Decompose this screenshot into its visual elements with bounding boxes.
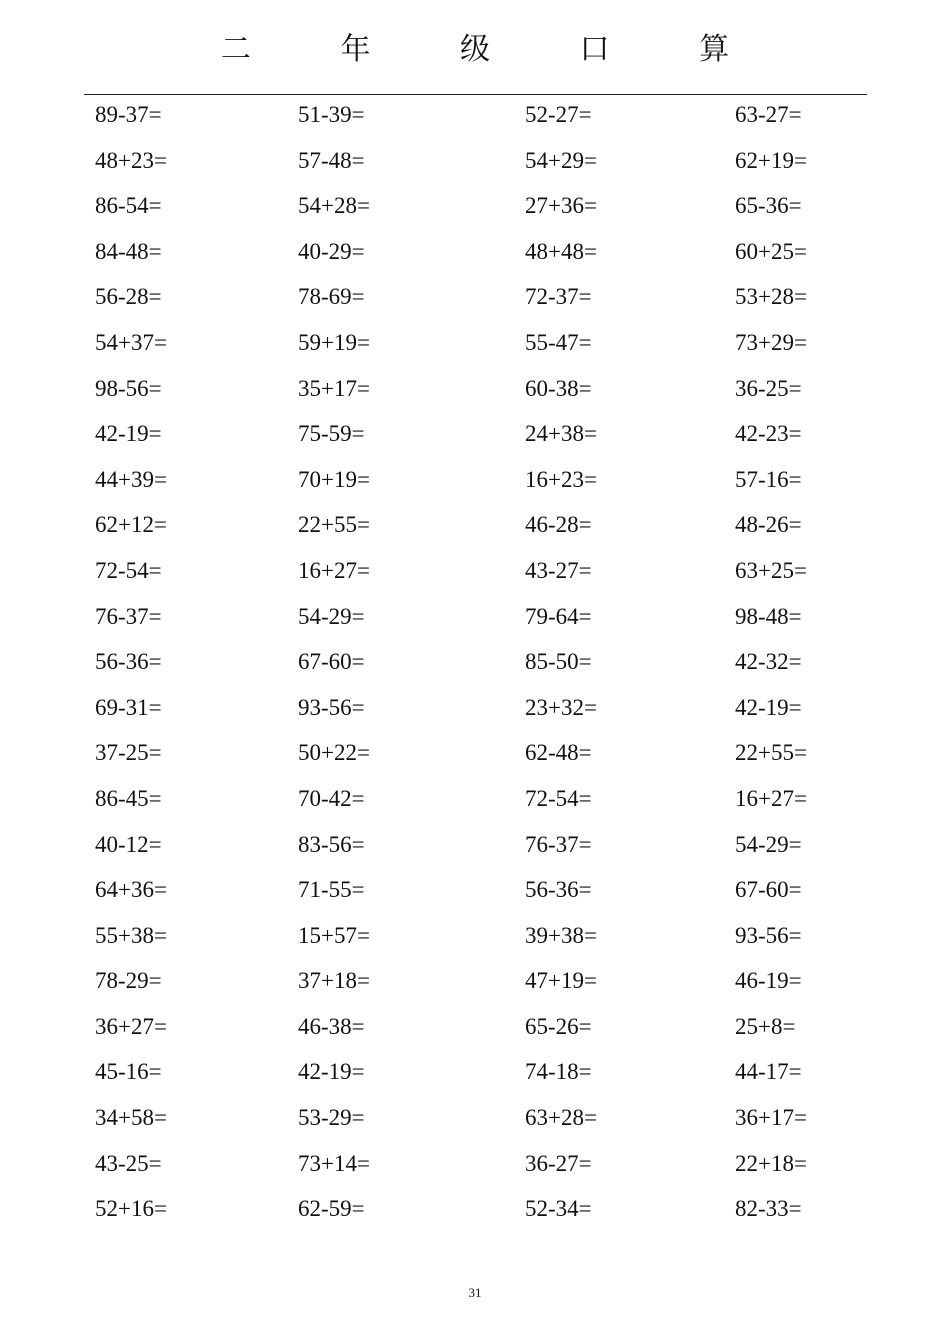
problem-item: 56-36=	[95, 649, 162, 675]
problem-item: 73+14=	[298, 1150, 370, 1176]
title-divider	[84, 94, 867, 95]
problem-item: 65-26=	[525, 1013, 592, 1039]
problem-item: 98-56=	[95, 375, 162, 401]
problem-item: 22+55=	[298, 512, 370, 538]
problem-item: 43-25=	[95, 1150, 162, 1176]
problem-item: 40-12=	[95, 831, 162, 857]
page-title: 二 年 级 口 算	[220, 32, 770, 67]
problem-item: 54-29=	[735, 831, 802, 857]
problem-item: 16+27=	[735, 785, 807, 811]
problem-item: 15+57=	[298, 922, 370, 948]
problem-item: 62-59=	[298, 1196, 365, 1222]
problem-item: 23+32=	[525, 694, 597, 720]
page-number: 31	[468, 1285, 482, 1300]
problem-item: 16+27=	[298, 557, 370, 583]
problem-item: 44+39=	[95, 466, 167, 492]
problem-item: 62+12=	[95, 512, 167, 538]
problem-item: 52+16=	[95, 1196, 167, 1222]
problem-row	[95, 781, 855, 827]
problem-item: 86-45=	[95, 785, 162, 811]
problem-item: 52-34=	[525, 1196, 592, 1222]
problem-item: 36-27=	[525, 1150, 592, 1176]
problem-item: 65-36=	[735, 193, 802, 219]
problem-item: 39+38=	[525, 922, 597, 948]
problem-item: 74-18=	[525, 1059, 592, 1085]
problem-item: 22+18=	[735, 1150, 807, 1176]
problem-item: 63+25=	[735, 557, 807, 583]
problem-item: 48+23=	[95, 147, 167, 173]
problem-item: 86-54=	[95, 193, 162, 219]
problem-item: 16+23=	[525, 466, 597, 492]
problem-row	[95, 1146, 855, 1192]
problem-item: 67-60=	[735, 877, 802, 903]
problem-item: 78-29=	[95, 968, 162, 994]
problem-item: 53-29=	[298, 1105, 365, 1131]
problem-item: 54-29=	[298, 603, 365, 629]
problem-item: 42-19=	[95, 421, 162, 447]
problem-item: 36+27=	[95, 1013, 167, 1039]
problem-row	[95, 1054, 855, 1100]
problem-item: 62-48=	[525, 740, 592, 766]
problem-item: 47+19=	[525, 968, 597, 994]
problem-item: 48-26=	[735, 512, 802, 538]
problem-item: 73+29=	[735, 329, 807, 355]
problem-item: 57-48=	[298, 147, 365, 173]
problem-item: 62+19=	[735, 147, 807, 173]
problem-item: 50+22=	[298, 740, 370, 766]
problem-row	[95, 735, 855, 781]
problem-item: 57-16=	[735, 466, 802, 492]
problem-item: 64+36=	[95, 877, 167, 903]
problem-row	[95, 416, 855, 462]
problem-grid	[95, 97, 855, 1237]
problem-item: 82-33=	[735, 1196, 802, 1222]
problem-item: 42-32=	[735, 649, 802, 675]
problem-item: 71-55=	[298, 877, 365, 903]
problem-item: 59+19=	[298, 329, 370, 355]
problem-item: 53+28=	[735, 284, 807, 310]
problem-item: 93-56=	[735, 922, 802, 948]
problem-item: 44-17=	[735, 1059, 802, 1085]
problem-item: 75-59=	[298, 421, 365, 447]
problem-row	[95, 371, 855, 417]
problem-item: 37+18=	[298, 968, 370, 994]
problem-item: 34+58=	[95, 1105, 167, 1131]
problem-item: 69-31=	[95, 694, 162, 720]
problem-row	[95, 918, 855, 964]
problem-item: 52-27=	[525, 102, 592, 127]
problem-item: 63+28=	[525, 1105, 597, 1131]
problem-row	[95, 507, 855, 553]
problem-item: 60-38=	[525, 375, 592, 401]
problem-item: 54+29=	[525, 147, 597, 173]
problem-item: 55-47=	[525, 329, 592, 355]
problem-item: 63-27=	[735, 102, 802, 127]
problem-item: 55+38=	[95, 922, 167, 948]
problem-row	[95, 279, 855, 325]
problem-row	[95, 599, 855, 645]
problem-item: 36-25=	[735, 375, 802, 401]
problem-item: 36+17=	[735, 1105, 807, 1131]
problem-item: 67-60=	[298, 649, 365, 675]
problem-item: 56-28=	[95, 284, 162, 310]
problem-item: 98-48=	[735, 603, 802, 629]
problem-item: 72-37=	[525, 284, 592, 310]
problem-item: 56-36=	[525, 877, 592, 903]
problem-row	[95, 462, 855, 508]
problem-row	[95, 1009, 855, 1055]
problem-item: 54+28=	[298, 193, 370, 219]
problem-item: 42-19=	[298, 1059, 365, 1085]
problem-item: 27+36=	[525, 193, 597, 219]
problem-item: 48+48=	[525, 238, 597, 264]
problem-item: 42-19=	[735, 694, 802, 720]
problem-item: 70-42=	[298, 785, 365, 811]
problem-row	[95, 553, 855, 599]
problem-item: 60+25=	[735, 238, 807, 264]
problem-item: 37-25=	[95, 740, 162, 766]
problem-row	[95, 690, 855, 736]
problem-item: 78-69=	[298, 284, 365, 310]
problem-item: 45-16=	[95, 1059, 162, 1085]
problem-item: 83-56=	[298, 831, 365, 857]
problem-item: 70+19=	[298, 466, 370, 492]
problem-item: 76-37=	[525, 831, 592, 857]
problem-row	[95, 97, 855, 143]
problem-item: 42-23=	[735, 421, 802, 447]
problem-row	[95, 188, 855, 234]
problem-item: 89-37=	[95, 102, 162, 127]
problem-item: 22+55=	[735, 740, 807, 766]
problem-item: 46-38=	[298, 1013, 365, 1039]
problem-row	[95, 234, 855, 280]
problem-item: 76-37=	[95, 603, 162, 629]
problem-row	[95, 325, 855, 371]
problem-row	[95, 1100, 855, 1146]
problem-item: 54+37=	[95, 329, 167, 355]
problem-item: 84-48=	[95, 238, 162, 264]
problem-item: 46-28=	[525, 512, 592, 538]
problem-row	[95, 963, 855, 1009]
problem-item: 25+8=	[735, 1013, 796, 1039]
problem-item: 85-50=	[525, 649, 592, 675]
problem-item: 24+38=	[525, 421, 597, 447]
problem-item: 40-29=	[298, 238, 365, 264]
problem-item: 72-54=	[525, 785, 592, 811]
problem-row	[95, 644, 855, 690]
problem-row	[95, 827, 855, 873]
problem-item: 72-54=	[95, 557, 162, 583]
problem-item: 93-56=	[298, 694, 365, 720]
problem-row	[95, 143, 855, 189]
problem-item: 51-39=	[298, 102, 365, 127]
problem-item: 43-27=	[525, 557, 592, 583]
problem-row	[95, 872, 855, 918]
problem-item: 35+17=	[298, 375, 370, 401]
problem-item: 46-19=	[735, 968, 802, 994]
problem-item: 79-64=	[525, 603, 592, 629]
problem-row	[95, 1191, 855, 1237]
